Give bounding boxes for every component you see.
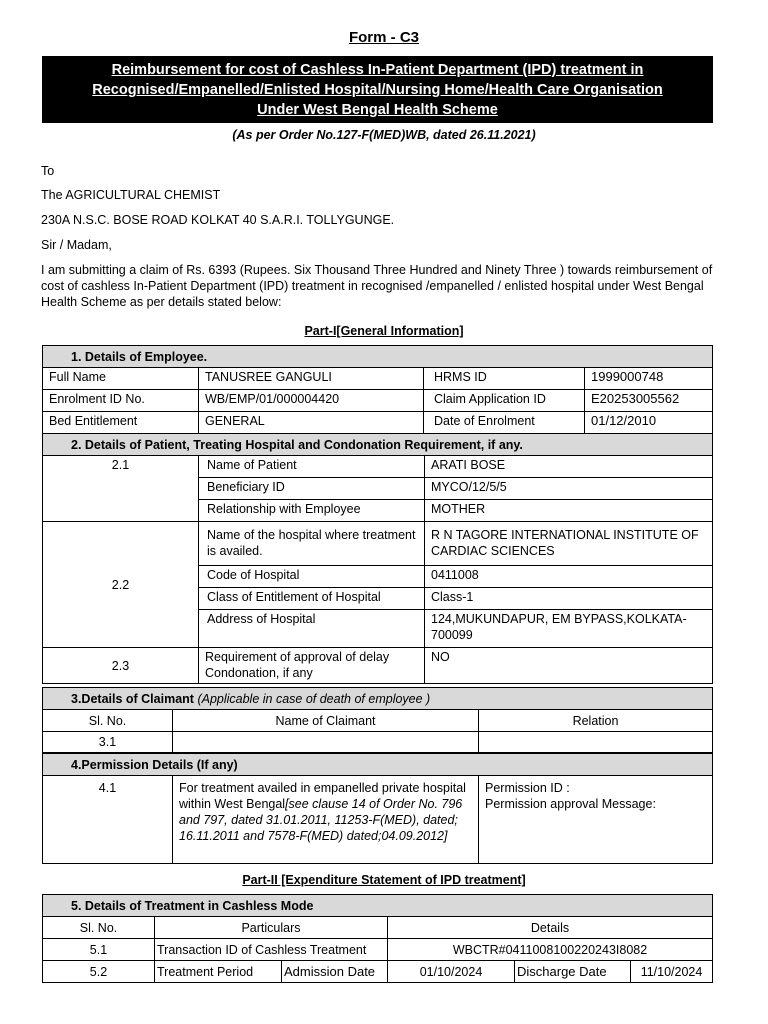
permission-table <box>42 753 713 864</box>
discharge-date-label: Discharge Date <box>515 961 631 983</box>
admission-date-value: 01/10/2024 <box>388 961 515 983</box>
banner-line-3: Under West Bengal Health Scheme <box>257 102 498 118</box>
letter-salutation: Sir / Madam, <box>41 238 112 252</box>
patient-name-label: Name of Patient <box>199 456 425 478</box>
claimant-name-cell <box>173 732 479 753</box>
row-2-2-number: 2.2 <box>43 522 199 648</box>
hrms-id-value: 1999000748 <box>585 368 713 390</box>
claimant-col-name: Name of Claimant <box>173 710 479 732</box>
hrms-id-label: HRMS ID <box>424 368 585 390</box>
section-employee-title: 1. Details of Employee. <box>43 346 713 368</box>
banner-line-1: Reimbursement for cost of Cashless In-Patient Department (IPD) treatment in <box>111 62 644 78</box>
employee-table <box>42 345 713 434</box>
hospital-address-label: Address of Hospital <box>199 610 425 648</box>
letter-body: I am submitting a claim of Rs. 6393 (Rupees. Six Thousand Three Hundred and Ninety Three ) towards reimbursement of cost of cashless In-Patient Department (IPD) treatment in recognised /empanelled / enlisted hospital under West Bengal Health Scheme as per details stated below: <box>41 263 713 309</box>
treatment-col-sl: Sl. No. <box>43 917 155 939</box>
letter-to: To <box>41 164 55 178</box>
beneficiary-id-value: MYCO/12/5/5 <box>425 478 713 500</box>
permission-message-label: Permission approval Message: <box>485 797 656 811</box>
row-2-3-number: 2.3 <box>43 648 199 684</box>
admission-date-label: Admission Date <box>282 961 388 983</box>
hospital-class-value: Class-1 <box>425 588 713 610</box>
hospital-name-label: Name of the hospital where treatment is availed. <box>199 522 425 566</box>
hospital-name-value: R N TAGORE INTERNATIONAL INSTITUTE OF CARDIAC SCIENCES <box>425 522 713 566</box>
permission-row-sl: 4.1 <box>43 776 173 864</box>
full-name-label: Full Name <box>43 368 199 390</box>
treatment-col-particulars: Particulars <box>155 917 388 939</box>
hospital-class-label: Class of Entitlement of Hospital <box>199 588 425 610</box>
treatment-col-details: Details <box>388 917 713 939</box>
discharge-date-value: 11/10/2024 <box>631 961 713 983</box>
claimant-col-relation: Relation <box>479 710 713 732</box>
claimant-title-note: (Applicable in case of death of employee ) <box>197 691 431 706</box>
enrolment-date-label: Date of Enrolment <box>424 412 585 434</box>
claim-id-label: Claim Application ID <box>424 390 585 412</box>
relationship-value: MOTHER <box>425 500 713 522</box>
row-2-1-number: 2.1 <box>43 456 199 522</box>
section-patient-title: 2. Details of Patient, Treating Hospital and Condonation Requirement, if any. <box>43 434 713 456</box>
claimant-col-sl: Sl. No. <box>43 710 173 732</box>
order-reference: (As per Order No.127-F(MED)WB, dated 26.11.2021) <box>232 128 536 142</box>
banner-line-2: Recognised/Empanelled/Enlisted Hospital/Nursing Home/Health Care Organisation <box>92 82 663 98</box>
enrolment-id-label: Enrolment ID No. <box>43 390 199 412</box>
bed-entitlement-value: GENERAL <box>199 412 424 434</box>
claimant-relation-cell <box>479 732 713 753</box>
delay-condonation-value: NO <box>425 648 713 684</box>
patient-table <box>42 433 713 684</box>
treatment-period-label: Treatment Period <box>155 961 282 983</box>
section-treatment-title: 5. Details of Treatment in Cashless Mode <box>43 895 713 917</box>
claimant-table <box>42 687 713 753</box>
hospital-code-label: Code of Hospital <box>199 566 425 588</box>
part2-heading: Part-II [Expenditure Statement of IPD treatment] <box>242 873 526 887</box>
relationship-label: Relationship with Employee <box>199 500 425 522</box>
transaction-id-label: Transaction ID of Cashless Treatment <box>155 939 388 961</box>
form-title: Form - C3 <box>348 29 419 46</box>
treatment-row-5-2-sl: 5.2 <box>43 961 155 983</box>
claimant-title-text: 3.Details of Claimant <box>71 691 194 706</box>
form-banner <box>42 56 713 123</box>
enrolment-id-value: WB/EMP/01/000004420 <box>199 390 424 412</box>
permission-text: For treatment availed in empanelled private hospital within West Bengal <box>179 781 466 811</box>
transaction-id-value: WBCTR#0411008100220243I8082 <box>388 939 713 961</box>
enrolment-date-value: 01/12/2010 <box>585 412 713 434</box>
part1-heading: Part-I[General Information] <box>304 324 464 338</box>
claimant-row-sl: 3.1 <box>43 732 173 753</box>
treatment-table <box>42 894 713 983</box>
section-permission-title: 4.Permission Details (If any) <box>43 754 713 776</box>
beneficiary-id-label: Beneficiary ID <box>199 478 425 500</box>
patient-name-value: ARATI BOSE <box>425 456 713 478</box>
permission-details <box>479 776 713 864</box>
treatment-row-5-1-sl: 5.1 <box>43 939 155 961</box>
permission-clause: [see clause 14 of Order No. 796 and 797, dated 31.01.2011, 11253-F(MED), dated; 16.11.2011 and 7578-F(MED) dated;04.09.2012] <box>179 797 463 843</box>
delay-condonation-label: Requirement of approval of delay Condonation, if any <box>199 648 425 684</box>
hospital-code-value: 0411008 <box>425 566 713 588</box>
bed-entitlement-label: Bed Entitlement <box>43 412 199 434</box>
full-name-value: TANUSREE GANGULI <box>199 368 424 390</box>
claim-id-value: E20253005562 <box>585 390 713 412</box>
permission-id-label: Permission ID : <box>485 781 570 795</box>
letter-address: 230A N.S.C. BOSE ROAD KOLKAT 40 S.A.R.I. TOLLYGUNGE. <box>41 213 395 227</box>
section-claimant-title <box>43 688 713 710</box>
permission-description <box>173 776 479 864</box>
hospital-address-value: 124,MUKUNDAPUR, EM BYPASS,KOLKATA-700099 <box>425 610 713 648</box>
letter-addressee: The AGRICULTURAL CHEMIST <box>41 188 221 202</box>
